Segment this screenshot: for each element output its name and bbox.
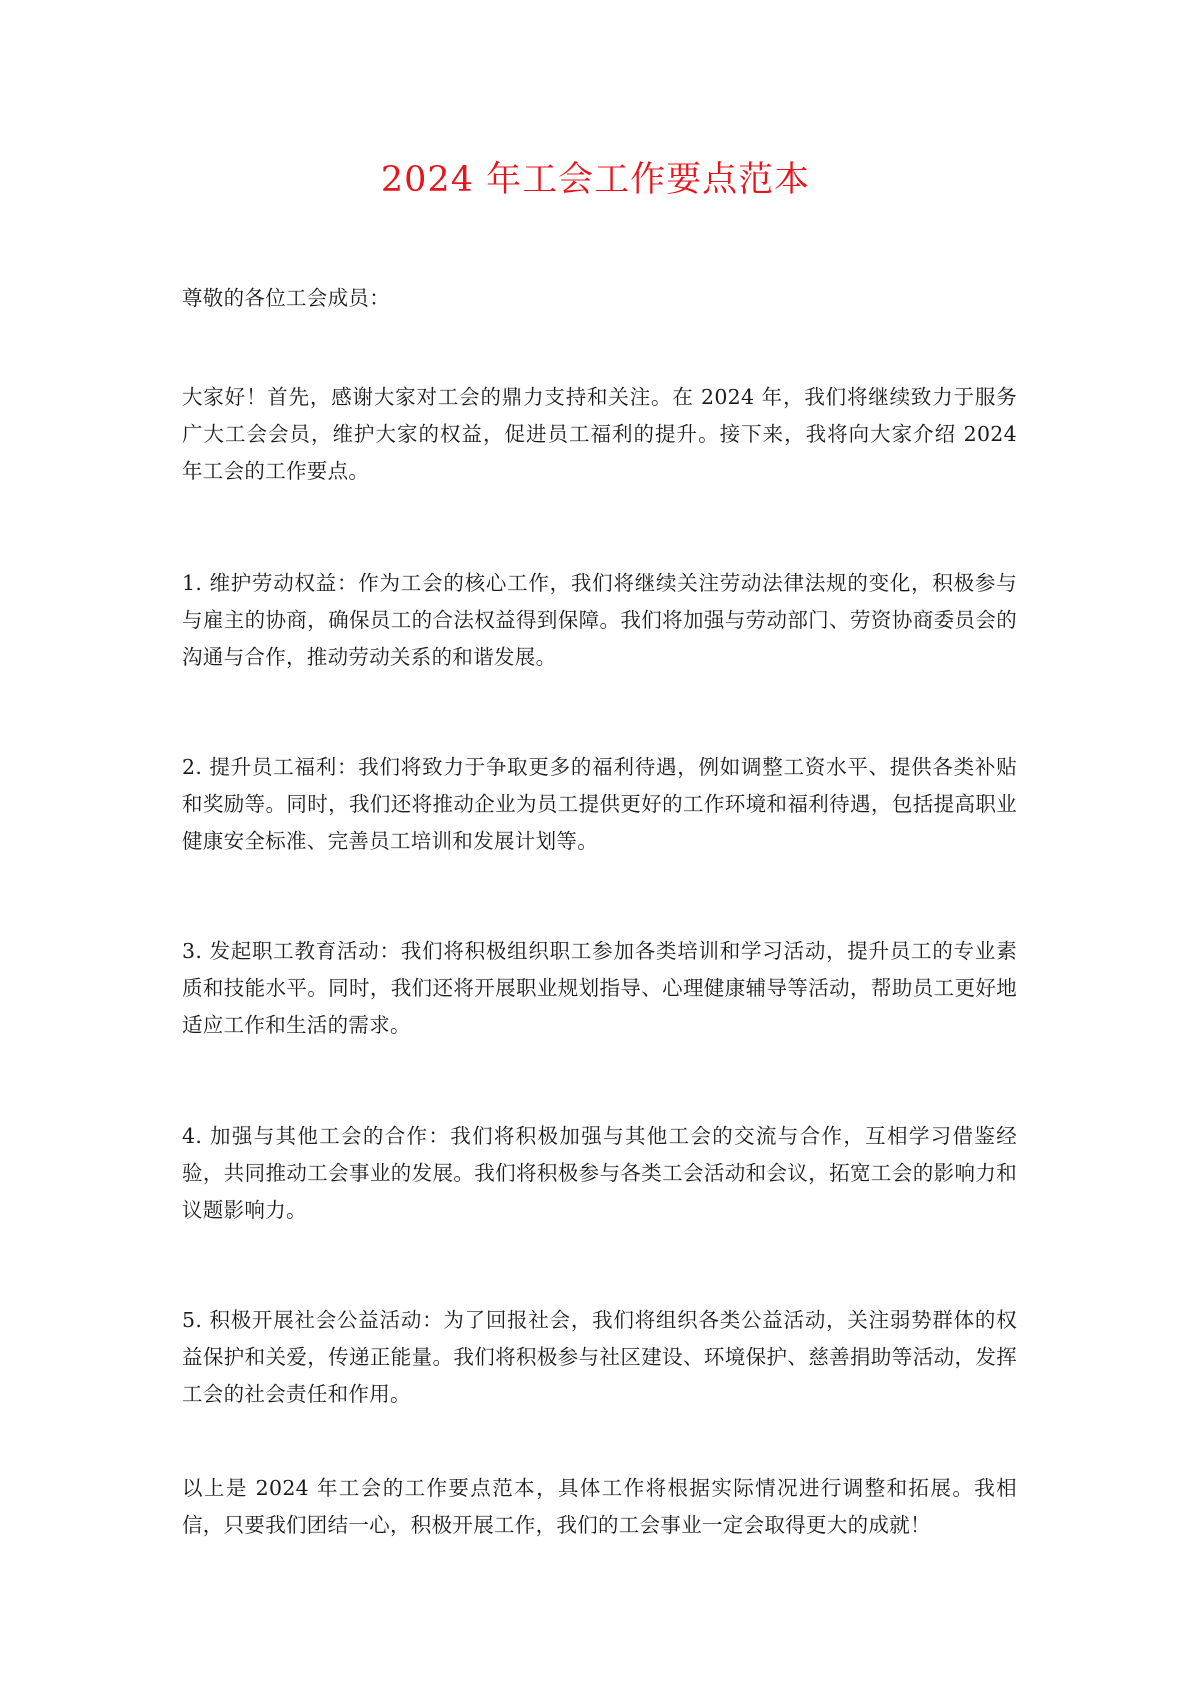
point-paragraph-3: 3. 发起职工教育活动：我们将积极组织职工参加各类培训和学习活动，提升员工的专业素质和技能水平。同时，我们还将开展职业规划指导、心理健康辅导等活动，帮助员工更好地适应工作和生活的需求。: [182, 939, 1017, 1037]
point-paragraph-2: 2. 提升员工福利：我们将致力于争取更多的福利待遇，例如调整工资水平、提供各类补贴和奖励等。同时，我们还将推动企业为员工提供更好的工作环境和福利待遇，包括提高职业健康安全标准、完善员工培训和发展计划等。: [182, 755, 1017, 853]
point-paragraph-5: 5. 积极开展社会公益活动：为了回报社会，我们将组织各类公益活动，关注弱势群体的权益保护和关爱，传递正能量。我们将积极参与社区建设、环境保护、慈善捐助等活动，发挥工会的社会责任和作用。: [182, 1308, 1017, 1406]
point-paragraph-1: 1. 维护劳动权益：作为工会的核心工作，我们将继续关注劳动法律法规的变化，积极参与与雇主的协商，确保员工的合法权益得到保障。我们将加强与劳动部门、劳资协商委员会的沟通与合作，推动劳动关系的和谐发展。: [182, 571, 1017, 669]
salutation: 尊敬的各位工会成员：: [182, 286, 390, 310]
closing-paragraph: 以上是 2024 年工会的工作要点范本，具体工作将根据实际情况进行调整和拓展。我相信，只要我们团结一心，积极开展工作，我们的工会事业一定会取得更大的成就！: [182, 1476, 1017, 1537]
point-paragraph-4: 4. 加强与其他工会的合作：我们将积极加强与其他工会的交流与合作，互相学习借鉴经验，共同推动工会事业的发展。我们将积极参与各类工会活动和会议，拓宽工会的影响力和议题影响力。: [182, 1124, 1017, 1222]
intro-paragraph: 大家好！首先，感谢大家对工会的鼎力支持和关注。在 2024 年，我们将继续致力于服务广大工会会员，维护大家的权益，促进员工福利的提升。接下来，我将向大家介绍 2024 年工会的工作要点。: [182, 385, 1017, 483]
document-title: 2024 年工会工作要点范本: [380, 160, 811, 200]
